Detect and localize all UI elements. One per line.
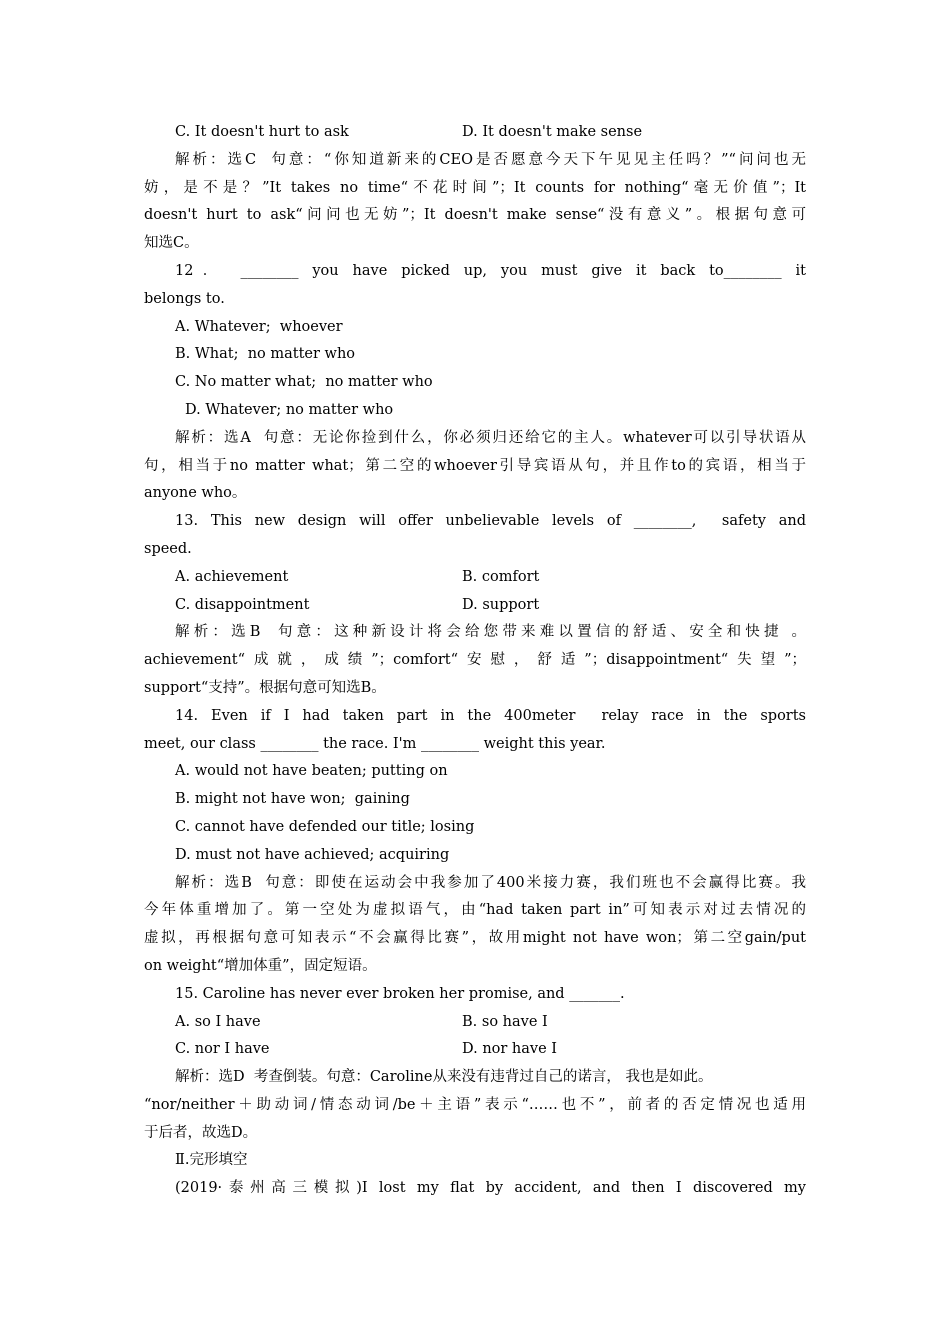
text-line: 妨，是不是？”It takes no time“不花时间”；It counts for nothing“毫无价值”；It — [144, 179, 806, 196]
option-right: D. nor have I — [462, 1041, 558, 1058]
text-line: 句，相当于no matter what；第二空的whoever引导宾语从句，并且作to的宾语，相当于 — [144, 457, 806, 474]
text-line: D. must not have achieved; acquiring — [175, 846, 450, 863]
text-line: 解析：选C 句意：“你知道新来的CEO是否愿意今天下午见见主任吗？”“问问也无 — [175, 151, 806, 168]
option-left: C. It doesn't hurt to ask — [175, 124, 349, 140]
option-row — [144, 119, 806, 147]
text-line: 解析：选B 句意：即使在运动会中我参加了400米接力赛，我们班也不会赢得比赛。我 — [175, 874, 806, 891]
text-line: 12． ________ you have picked up, you must give it back to________ it — [175, 262, 806, 279]
option-row — [144, 592, 806, 620]
option-row — [144, 1036, 806, 1064]
option-row — [144, 1009, 806, 1037]
text-line: B. What; no matter who — [175, 346, 356, 363]
text-line: support“支持”。根据句意可知选B。 — [144, 679, 386, 696]
text-line: 解析：选B 句意：这种新设计将会给您带来难以置信的舒适、安全和快捷 。 — [175, 624, 806, 641]
option-right: B. so have I — [462, 1013, 548, 1030]
text-line: anyone who。 — [144, 485, 247, 502]
text-line: C. cannot have defended our title; losing — [175, 818, 475, 835]
text-line: doesn't hurt to ask“问问也无妨”；It doesn't make sense“没有意义”。根据句意可 — [144, 207, 806, 224]
option-row — [144, 564, 806, 592]
text-line: meet, our class ________ the race. I'm ________ weight this year. — [144, 735, 606, 752]
option-right: D. support — [462, 596, 540, 613]
text-line: (2019·泰州高三模拟)I lost my flat by accident, and then I discovered my — [175, 1180, 806, 1197]
text-line: achievement“成就，成绩”；comfort“安慰，舒适”；disappointment“失望”； — [144, 652, 806, 669]
text-line: 13. This new design will offer unbelievable levels of ________, safety and — [175, 513, 806, 530]
text-line: Ⅱ.完形填空 — [175, 1152, 248, 1169]
text-line: 虚拟，再根据句意可知表示“不会赢得比赛”，故用might not have won；第二空gain/put — [144, 930, 806, 947]
text-line: D. Whatever; no matter who — [185, 401, 394, 418]
text-line: “nor/neither＋助动词/情态动词/be＋主语”表示“……也不”，前者的否定情况也适用 — [144, 1096, 806, 1113]
option-left: A. so I have — [175, 1013, 261, 1030]
option-left: C. disappointment — [175, 596, 310, 613]
text-line: B. might not have won; gaining — [175, 791, 410, 808]
text-line: 解析：选A 句意：无论你捡到什么，你必须归还给它的主人。whatever可以引导状语从 — [175, 429, 806, 446]
option-left: A. achievement — [175, 568, 289, 585]
text-line: A. Whatever; whoever — [175, 318, 343, 335]
option-right: B. comfort — [462, 568, 540, 585]
text-line: 解析：选D 考查倒装。句意：Caroline从来没有违背过自己的诺言， 我也是如此。 — [175, 1069, 713, 1086]
text-line: speed. — [144, 540, 192, 557]
text-line: C. No matter what; no matter who — [175, 374, 433, 391]
option-right: D. It doesn't make sense — [462, 124, 643, 140]
text-line: 今年体重增加了。第一空处为虚拟语气，由“had taken part in”可知表示对过去情况的 — [144, 902, 806, 919]
text-line: belongs to. — [144, 290, 225, 307]
text-line: 于后者，故选D。 — [144, 1124, 258, 1141]
text-line: A. would not have beaten; putting on — [175, 763, 448, 780]
document-body — [144, 119, 806, 1203]
option-left: C. nor I have — [175, 1041, 270, 1058]
text-line: 15. Caroline has never ever broken her promise, and _______. — [175, 985, 625, 1002]
text-line: 14. Even if I had taken part in the 400meter relay race in the sports — [175, 707, 806, 724]
text-line: 知选C。 — [144, 235, 199, 252]
text-line: on weight“增加体重”，固定短语。 — [144, 957, 377, 974]
